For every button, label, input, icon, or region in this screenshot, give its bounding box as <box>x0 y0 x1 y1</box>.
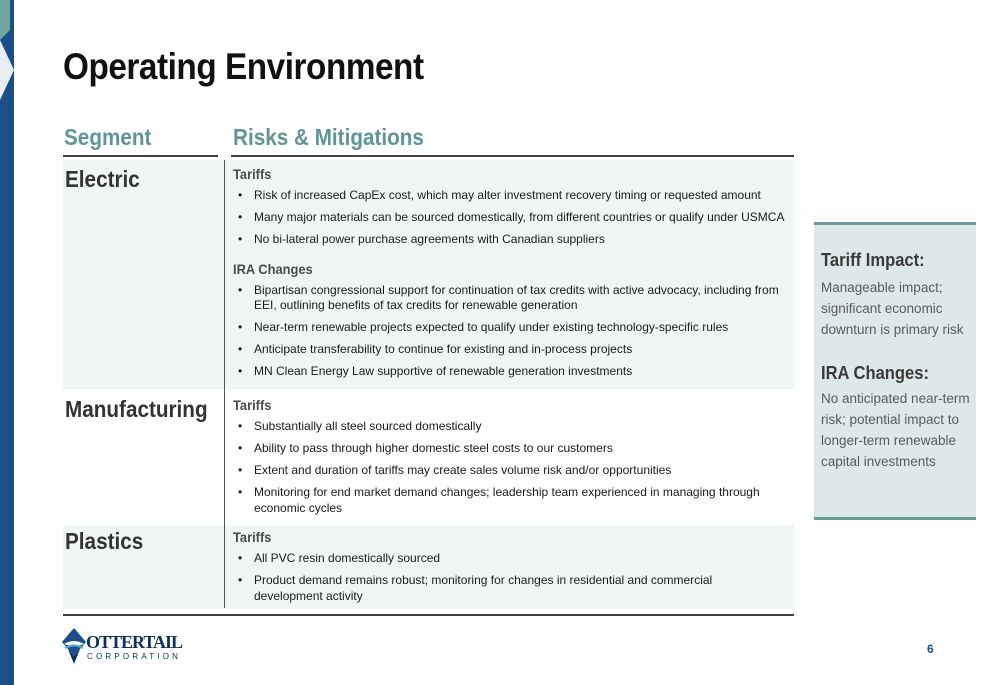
tariff-impact-title: Tariff Impact: <box>821 250 925 270</box>
list-item: • Substantially all steel sourced domestically <box>233 419 763 435</box>
list-item: • Extent and duration of tariffs may create sales volume risk and/or opportunities <box>233 463 763 479</box>
ira-changes-title: IRA Changes: <box>821 363 929 383</box>
logo-name: OTTERTAIL <box>86 632 183 652</box>
segment-header: Segment <box>64 124 152 150</box>
ira-changes-text: No anticipated near-term risk; potential impact to longer-term renewable capital investments <box>821 391 970 469</box>
list-item: • Monitoring for end market demand changes; leadership team experienced in managing through economic cycles <box>233 485 763 516</box>
segment-plastics: Plastics <box>65 528 144 554</box>
plastics-tariffs-list <box>233 551 778 604</box>
electric-tariffs-title: Tariffs <box>233 166 272 182</box>
segment-electric: Electric <box>65 166 140 192</box>
electric-ira-title: IRA Changes <box>233 260 313 277</box>
risks-header-rule <box>231 155 794 157</box>
tariff-impact-text: Manageable impact; significant economic downturn is primary risk <box>821 280 964 337</box>
logo-subtitle: CORPORATION <box>87 652 182 661</box>
electric-tariffs-list <box>233 188 793 248</box>
list-item: • No bi-lateral power purchase agreements with Canadian suppliers <box>233 232 793 248</box>
list-item: • All PVC resin domestically sourced <box>233 551 778 567</box>
list-item: • Ability to pass through higher domestic steel costs to our customers <box>233 441 763 457</box>
list-item: • Near-term renewable projects expected to qualify under existing technology-specific rules <box>233 320 793 336</box>
list-item: • MN Clean Energy Law supportive of renewable generation investments <box>233 364 793 380</box>
impact-summary-panel <box>814 222 976 520</box>
plastics-tariffs-title: Tariffs <box>233 529 272 545</box>
list-item: • Anticipate transferability to continue for existing and in-process projects <box>233 342 793 358</box>
electric-ira-list <box>233 283 793 380</box>
list-item: • Risk of increased CapEx cost, which may alter investment recovery timing or requested amount <box>233 188 793 204</box>
list-item: • Many major materials can be sourced domestically, from different countries or qualify under USMCA <box>233 210 793 226</box>
manufacturing-tariffs-list <box>233 419 763 516</box>
segment-manufacturing: Manufacturing <box>65 396 208 422</box>
segment-header-rule <box>63 155 218 157</box>
table-bottom-rule <box>63 614 794 616</box>
manufacturing-risks <box>233 397 793 516</box>
page-number: 6 <box>927 642 934 656</box>
page-title: Operating Environment <box>63 46 424 87</box>
list-item: • Bipartisan congressional support for continuation of tax credits with active advocacy, including from EEI, outlining benefits of tax credits for renewable generation <box>233 283 793 314</box>
left-edge-decoration <box>0 0 22 685</box>
list-item: • Product demand remains robust; monitoring for changes in residential and commercial development activity <box>233 573 778 604</box>
manufacturing-tariffs-title: Tariffs <box>233 397 272 413</box>
electric-risks <box>233 166 793 380</box>
risks-header: Risks & Mitigations <box>233 124 424 150</box>
plastics-risks <box>233 529 793 604</box>
column-divider <box>224 160 225 608</box>
